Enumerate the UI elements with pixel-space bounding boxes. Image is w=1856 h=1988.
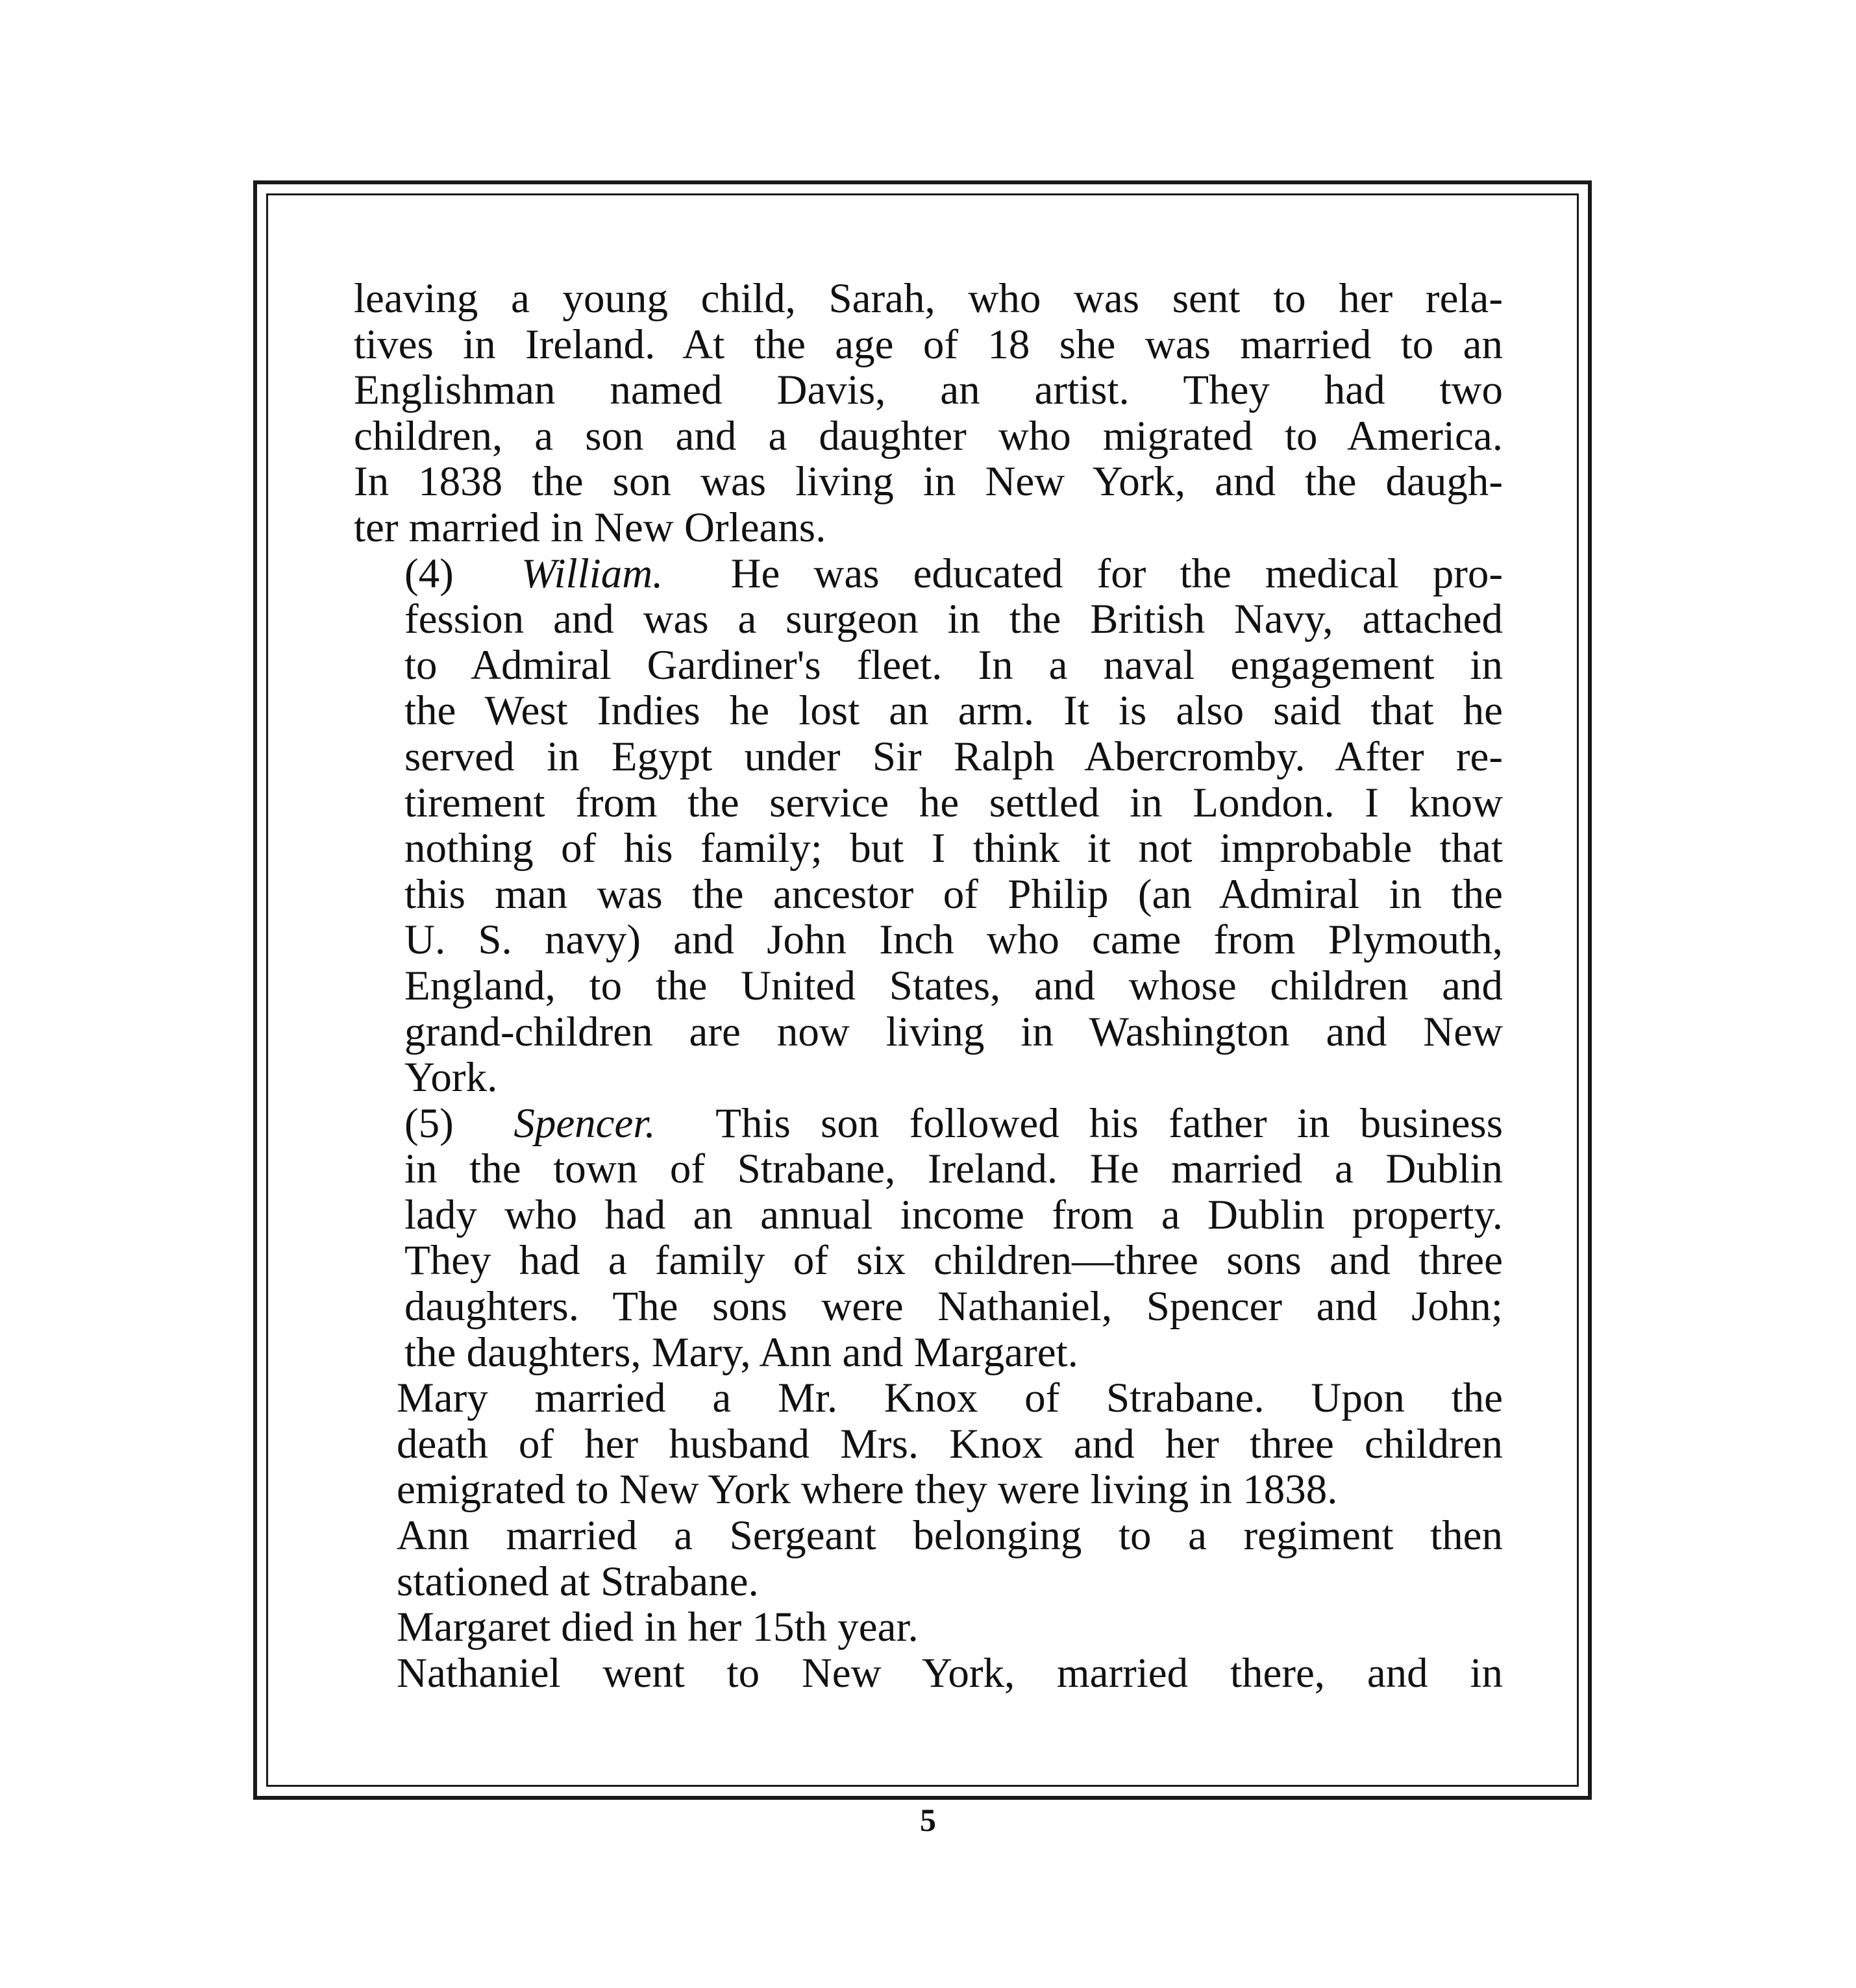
- text-line: In 1838 the son was living in New York, and the daugh-: [354, 458, 1503, 506]
- text-line: tirement from the service he settled in London. I know: [404, 779, 1503, 826]
- text-line: Margaret died in her 15th year.: [397, 1604, 919, 1651]
- text-line: They had a family of six children—three sons and three: [404, 1237, 1503, 1284]
- paragraph-ann: [354, 1513, 1503, 1604]
- paragraph-william: [354, 551, 1503, 1101]
- text-line: Ann married a Sergeant belonging to a regiment then: [397, 1512, 1503, 1560]
- text-line: emigrated to New York where they were living in 1838.: [397, 1466, 1338, 1514]
- text-line: lady who had an annual income from a Dublin property.: [404, 1191, 1503, 1238]
- text-line-first: This son followed his father in business: [715, 1099, 1503, 1147]
- page-number: 5: [920, 1802, 936, 1838]
- paragraph-nathaniel: [354, 1651, 1503, 1697]
- section-number: (5): [404, 1099, 454, 1147]
- body-text: [354, 276, 1503, 1696]
- text-line: [354, 551, 1503, 597]
- paragraph-spencer: [354, 1101, 1503, 1376]
- text-line: nothing of his family; but I think it not improbable that: [404, 825, 1503, 872]
- text-line: U. S. navy) and John Inch who came from Plymouth,: [404, 916, 1503, 964]
- paragraph-1: [354, 276, 1503, 551]
- paragraph-margaret: [354, 1604, 1503, 1651]
- text-line: daughters. The sons were Nathaniel, Spencer and John;: [404, 1283, 1503, 1331]
- text-line: England, to the United States, and whose children and: [404, 962, 1503, 1009]
- text-line: children, a son and a daughter who migrated to America.: [354, 412, 1503, 460]
- text-line: York.: [404, 1054, 498, 1101]
- text-line: stationed at Strabane.: [397, 1558, 759, 1605]
- text-line: served in Egypt under Sir Ralph Abercromby. After re-: [404, 733, 1503, 780]
- text-line-first: He was educated for the medical pro-: [730, 550, 1503, 597]
- text-line: ter married in New Orleans.: [354, 504, 826, 551]
- text-line: death of her husband Mrs. Knox and her three children: [397, 1420, 1503, 1467]
- text-line: leaving a young child, Sarah, who was sent to her rela-: [354, 275, 1503, 322]
- text-line: Nathaniel went to New York, married there, and in: [397, 1649, 1503, 1697]
- text-line: grand-children are now living in Washington and New: [404, 1008, 1503, 1055]
- text-line: [354, 1101, 1503, 1147]
- section-number: (4): [404, 550, 454, 597]
- text-line: Englishman named Davis, an artist. They had two: [354, 367, 1503, 414]
- section-name: Spencer.: [513, 1099, 656, 1147]
- text-line: to Admiral Gardiner's fleet. In a naval engagement in: [404, 641, 1503, 689]
- paragraph-mary: [354, 1375, 1503, 1513]
- text-line: the West Indies he lost an arm. It is also said that he: [404, 687, 1503, 735]
- text-line: this man was the ancestor of Philip (an Admiral in the: [404, 870, 1503, 918]
- text-line: tives in Ireland. At the age of 18 she was married to an: [354, 321, 1503, 368]
- text-line: Mary married a Mr. Knox of Strabane. Upon the: [397, 1375, 1503, 1422]
- section-name: William.: [521, 550, 663, 597]
- text-line: fession and was a surgeon in the British Navy, attached: [404, 596, 1503, 643]
- text-line: the daughters, Mary, Ann and Margaret.: [404, 1329, 1078, 1376]
- text-line: in the town of Strabane, Ireland. He married a Dublin: [404, 1146, 1503, 1193]
